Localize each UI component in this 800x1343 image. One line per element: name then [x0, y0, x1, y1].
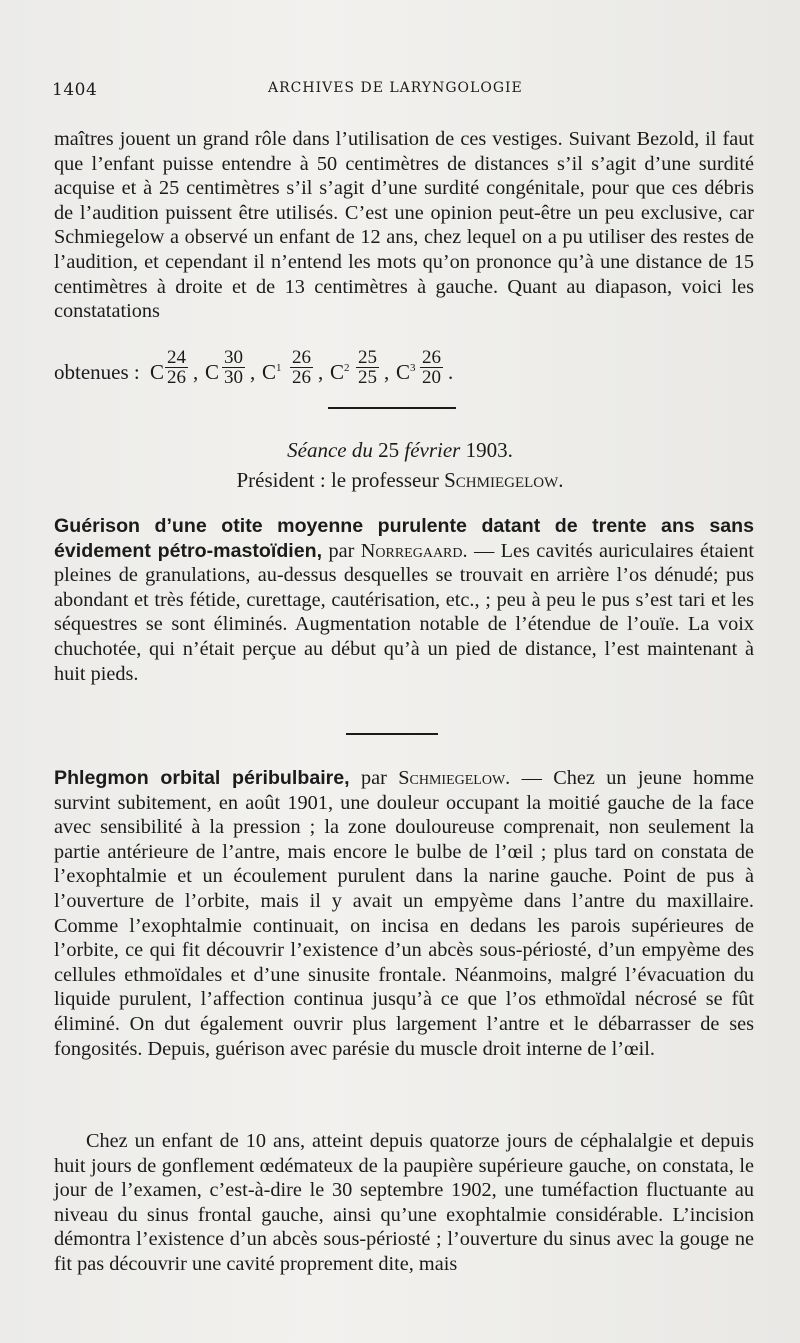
- paragraph-case: Chez un enfant de 10 ans, atteint depuis quatorze jours de céphalalgie et depuis huit jours de gonflement œdémateux de la paupière supérieure gauche, on constata, le jour de l’examen, c’est-à-dire le 30 septembre 1902, une tuméfaction fluctuante au niveau du sinus frontal gauche, ainsi qu’une exophtalmie considérable. L’incision démontra l’existence d’un abcès sous-périosté ; l’ouverture du sinus avec la gouge ne fit pas découvrir une cavité proprement dite, mais: [54, 1130, 754, 1275]
- formula-term-0-fraction: $\frac{24}{26}$: [167, 347, 186, 388]
- formula-end: .: [448, 360, 454, 384]
- formula-term-2-fraction: $\frac{26}{26}$: [292, 347, 311, 388]
- section-divider: [328, 407, 456, 409]
- article-author: Schmiegelow.: [398, 767, 511, 789]
- formula-separator: ,: [318, 360, 324, 384]
- article-author: Norregaard.: [360, 539, 468, 562]
- section-divider: [346, 733, 438, 735]
- article-title: Phlegmon orbital péribulbaire,: [54, 767, 350, 789]
- formula-term-4-fraction: $\frac{26}{20}$: [422, 347, 441, 388]
- formula-separator: ,: [384, 360, 390, 384]
- formula-label: obtenues :: [54, 360, 140, 384]
- article-otite: Guérison d’une otite moyenne purulente datant de trente ans sans évidement pétro-mastoïdien, par Norregaard. — Les cavités auriculaires étaient pleines de granulations, au-dessus desquelles se trouvait en arrière l’os dénudé; pus abondant et très fétide, curettage, cautérisation, etc., ; peu à peu le pus s’est tari et les séquestres se sont éliminés. Augmentation notable de l’étendue de l’ouïe. La voix chuchotée, qui n’était perçue au début qu’à un pied de distance, l’est maintenant à huit pieds.: [54, 515, 754, 685]
- session-president: Président : le professeur Schmiegelow.: [236, 468, 564, 492]
- formula-term-1-fraction: $\frac{30}{30}$: [224, 347, 243, 388]
- formula-term-3-prefix: $C^2$: [330, 360, 350, 384]
- paragraph-continued: maîtres jouent un grand rôle dans l’utilisation de ces vestiges. Suivant Bezold, il faut que l’enfant puisse entendre à 50 centimètres de distances s’il s’agit d’une surdité acquise et à 25 centimètres s’il s’agit d’une surdité congénitale, pour que ces débris de l’audition puissent être utilisés. C’est une opinion peut-être un peu exclusive, car Schmiegelow a observé un enfant de 12 ans, chez lequel on a pu utiliser des restes de l’audition, et cependant il n’entend les mots qu’on prononce qu’à une distance de 15 centimètres à droite et de 13 centimètres à gauche. Quant au diapason, voici les constatations: [54, 128, 754, 323]
- formula-term-1-prefix: C: [205, 360, 220, 384]
- formula-term-0-prefix: C: [150, 360, 165, 384]
- running-header: [52, 80, 752, 104]
- running-title: ARCHIVES DE LARYNGOLOGIE: [268, 80, 523, 96]
- page-number: 1404: [52, 80, 98, 100]
- formula-separator: ,: [193, 360, 199, 384]
- formula-term-2-prefix: $C^1$: [262, 360, 282, 384]
- article-title: Guérison d’une otite moyenne purulente datant de trente ans sans évidement pétro-mastoïdien,: [54, 515, 754, 562]
- formula-separator: ,: [250, 360, 256, 384]
- formula-term-4-prefix: $C^3$: [396, 360, 416, 384]
- formula-term-3-fraction: $\frac{25}{25}$: [358, 347, 377, 388]
- article-phlegmon: Phlegmon orbital péribulbaire, par Schmiegelow. — Chez un jeune homme survint subitement, en août 1901, une douleur occupant la moitié gauche de la face avec sensibilité à la pression ; la zone douloureuse comprenait, non seulement la partie antérieure de l’antre, mais encore le bulbe de l’œil ; plus tard on constata de l’exophtalmie et un écoulement purulent dans la narine gauche. Point de pus à l’ouverture de l’orbite, mais il y avait un empyème dans l’antre du maxillaire. Comme l’exophtalmie continuait, on incisa en dedans les parois supérieures de l’orbite, ce qui fit découvrir l’existence d’un abcès sous-périosté, d’un empyème des cellules ethmoïdales et d’une sinusite frontale. Néanmoins, malgré l’évacuation du liquide purulent, l’affection continua jusqu’à ce que l’os ethmoïdal nécrosé se fût éliminé. On dut également ouvrir plus largement l’antre et le débarrasser de ses fongosités. Depuis, guérison avec parésie du muscle droit interne de l’œil.: [54, 767, 754, 1060]
- tuning-fork-results: [54, 348, 754, 396]
- session-heading: Séance du 25 février 1903.: [287, 438, 513, 462]
